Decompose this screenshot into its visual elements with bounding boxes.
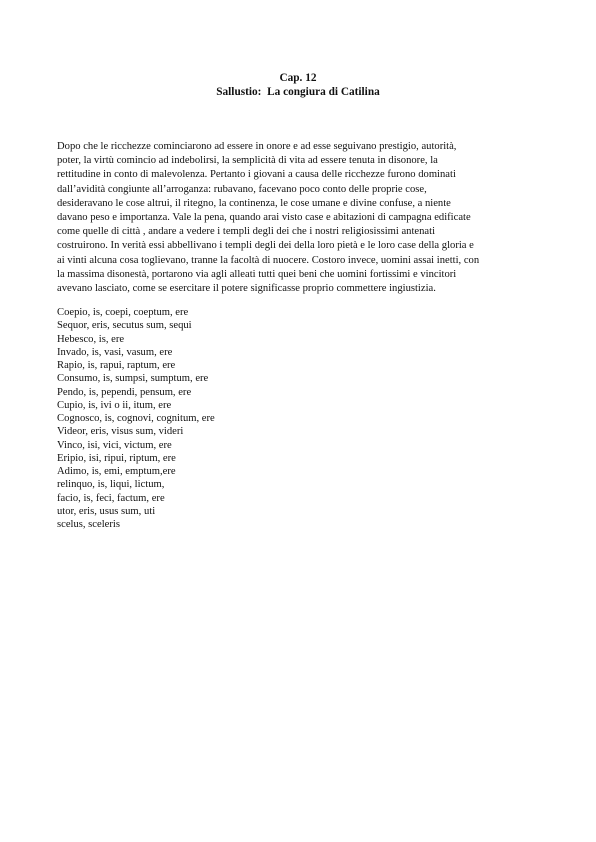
- paragraph-line: Dopo che le ricchezze cominciarono ad essere in onore e ad esse seguivano prestigio, autorità,: [57, 141, 457, 152]
- paragraph-line: ai vinti alcuna cosa toglievano, tranne la facoltà di nuocere. Costoro invece, uomini assai inetti, con: [57, 254, 480, 266]
- vocabulary-item: Adimo, is, emi, emptum,ere: [57, 466, 176, 477]
- vocabulary-item: Sequor, eris, secutus sum, sequi: [57, 320, 192, 332]
- paragraph-line: costruirono. In verità essi abbellivano i templi degli dei della loro pietà e le loro case della gloria e: [57, 240, 474, 252]
- vocabulary-item: Coepio, is, coepi, coeptum, ere: [57, 307, 189, 318]
- paragraph-line: la massima disonestà, portarono via agli alleati tutti quei beni che uomini fortissimi e vincitori: [57, 268, 457, 280]
- document-title: Sallustio: La congiura di Catilina: [216, 86, 380, 98]
- vocabulary-item: Consumo, is, sumpsi, sumptum, ere: [57, 373, 209, 385]
- vocabulary-item: Cognosco, is, cognovi, cognitum, ere: [57, 413, 215, 424]
- vocabulary-item: relinquo, is, liqui, lictum,: [57, 479, 165, 491]
- paragraph-line: desideravano le cose altrui, il ritegno, la continenza, le cose umane e divine confuse, a niente: [57, 197, 451, 209]
- translation-paragraph: [57, 140, 557, 296]
- paragraph-line: poter, la virtù comincio ad indebolirsi, la semplicità di vita ad essere tenuta in disonore, la: [57, 155, 438, 167]
- paragraph-line: come quelle di città , andare a vedere i templi degli dei che i nostri religiosissimi antenati: [57, 226, 436, 238]
- vocabulary-list: [57, 306, 457, 531]
- vocabulary-item: Eripio, isi, ripui, riptum, ere: [57, 452, 176, 464]
- vocabulary-item: Invado, is, vasi, vasum, ere: [57, 346, 173, 358]
- paragraph-line: dall’avidità congiunte all’arroganza: rubavano, facevano poco conto delle proprie cose,: [57, 183, 427, 195]
- paragraph-line: davano peso e importanza. Vale la pena, quando arai visto case e abitazioni di campagna edificate: [57, 212, 471, 224]
- vocabulary-item: utor, eris, usus sum, uti: [57, 505, 156, 517]
- vocabulary-item: scelus, sceleris: [57, 519, 120, 530]
- paragraph-line: rettitudine in conto di malevolenza. Pertanto i giovani a causa delle ricchezze furono dominati: [57, 169, 456, 181]
- vocabulary-item: Videor, eris, visus sum, videri: [57, 426, 184, 438]
- vocabulary-item: Pendo, is, pependi, pensum, ere: [57, 386, 192, 398]
- vocabulary-item: Rapio, is, rapui, raptum, ere: [57, 360, 176, 371]
- paragraph-line: avevano lasciato, come se esercitare il potere significasse proprio commettere ingiustizia.: [57, 283, 436, 295]
- chapter-heading: Cap. 12: [279, 72, 317, 84]
- vocabulary-item: Hebesco, is, ere: [57, 333, 125, 345]
- vocabulary-item: Cupio, is, ivi o ii, itum, ere: [57, 399, 172, 411]
- vocabulary-item: facio, is, feci, factum, ere: [57, 492, 165, 504]
- vocabulary-item: Vinco, isi, vici, victum, ere: [57, 439, 172, 451]
